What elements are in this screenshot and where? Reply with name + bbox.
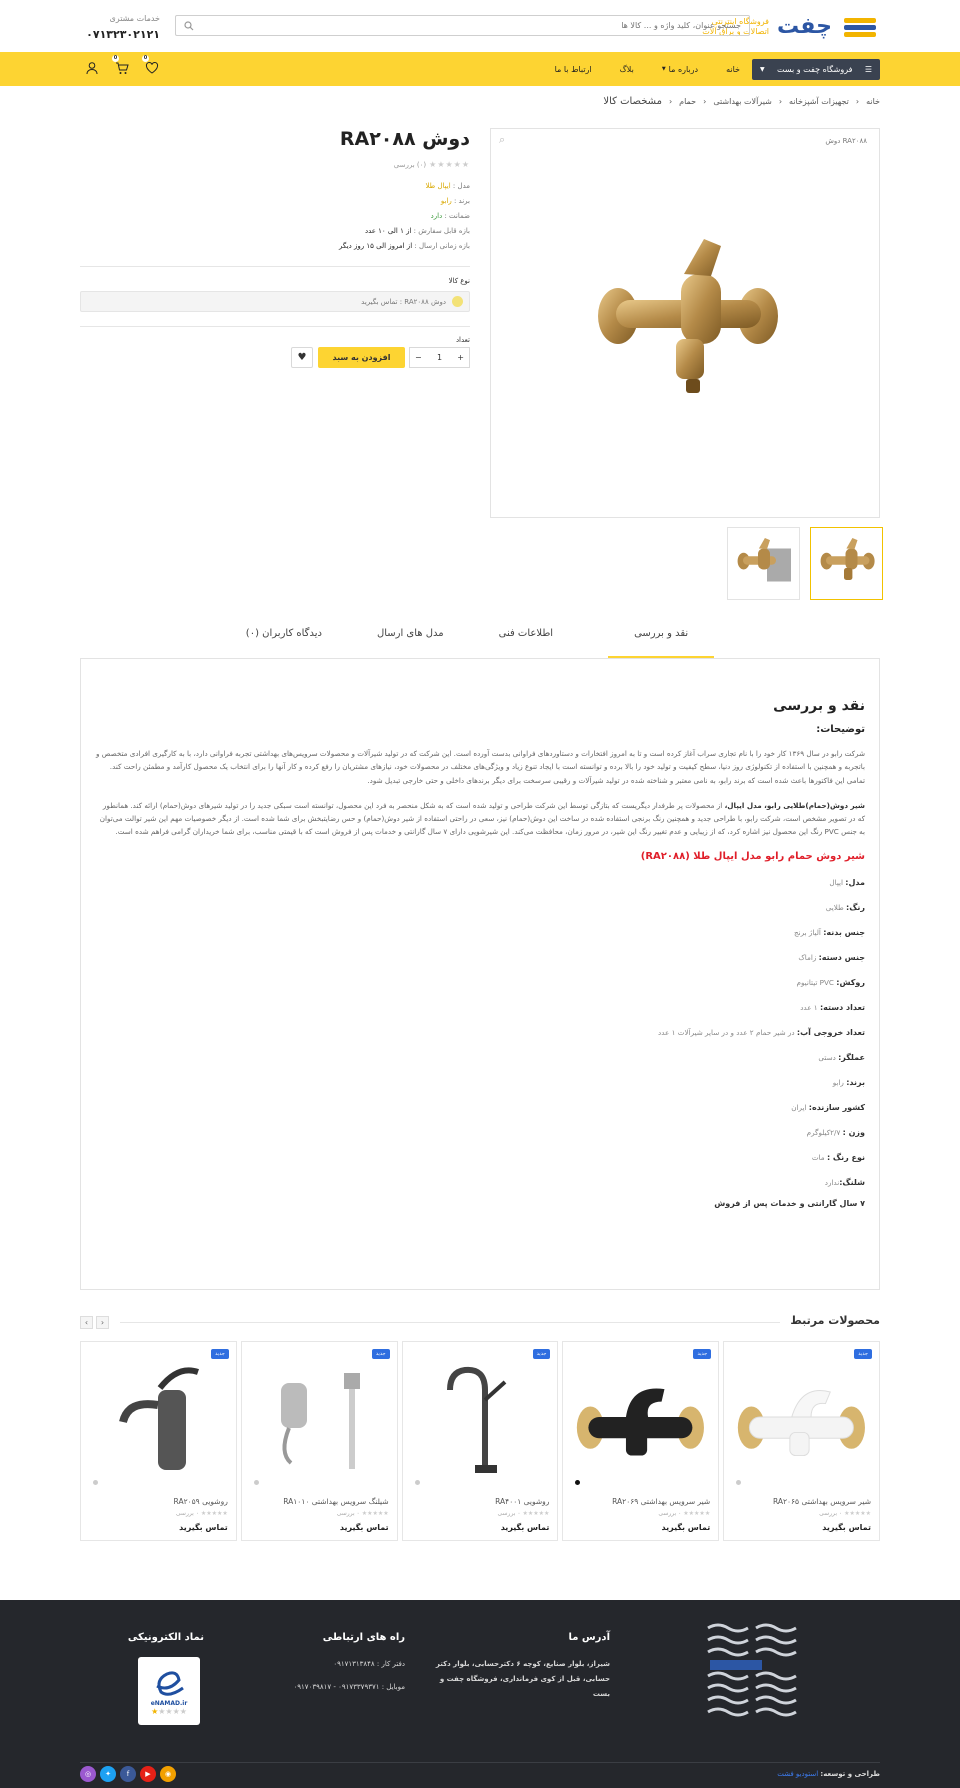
- enamad-badge[interactable]: [138, 1657, 200, 1725]
- support-phone[interactable]: ۰۷۱۳۲۳۰۲۱۲۱: [86, 28, 160, 41]
- facebook-icon[interactable]: f: [120, 1766, 136, 1782]
- logo-text: چفت: [777, 14, 832, 39]
- description-paragraph: شرکت رابو در سال ۱۳۶۹ کار خود را با نام تجاری سراب آغاز کرده است و تا به امروز افتخارات و دستاوردهای فراوانی بدست آورده است. این شرکت که در تولید شیرآلات و محصولات سرویس‌های بهداشتی تجربه فراوانی دارد، با به کارگیری افرادی متخصص و باتجربه و همچنین با استفاده از تکنولوژی روز دنیا، سطح کیفیت و تولید خود را بالا برده و توانسته است با ایجاد تنوع زیاد و ویژگی‌های مختلف در محصولات خود، نیازهای مشتریان را رفع کرده و کار آنها را برای انتخاب یک محصول کارآمد و مطمئن راحت کند. تمامی این فاکتورها باعث شده است که برند رابو، به نامی معتبر و شناخته شده در تولید شیرآلات و رقیبی سرسخت برای دیگر برندهای داخلی و حتی خارجی تبدیل شود.: [96, 749, 865, 785]
- chevron-left-icon: ‹: [668, 97, 673, 106]
- menu-item-home[interactable]: خانه: [726, 64, 740, 74]
- faucet-gold-image: [586, 234, 786, 414]
- social-links: [80, 1766, 176, 1782]
- enamad-text: eNAMAD.ir: [150, 1700, 188, 1707]
- product-name[interactable]: روشویی RA۲۰۵۹: [173, 1497, 228, 1506]
- footer-address-text: شیراز، بلوار صنایع، کوچه ۶ دکترحسابی، بلوار دکتر حسابی، قبل از کوی فرمانداری، فروشگاه چفت و بست: [435, 1660, 610, 1698]
- cart-count-badge: 0: [113, 55, 118, 61]
- rss-icon[interactable]: ◉: [160, 1766, 176, 1782]
- footer-enamad-title: نماد الکترونیکی: [127, 1632, 204, 1643]
- chevron-left-icon: ‹: [703, 97, 707, 106]
- variant-label: نوع کالا: [448, 277, 470, 285]
- customer-support: [80, 14, 160, 42]
- breadcrumb: [603, 96, 880, 107]
- enamad-logo-icon: [149, 1666, 189, 1700]
- wishlist-heart-icon[interactable]: ♥: [291, 347, 313, 368]
- quantity-stepper[interactable]: [409, 347, 470, 368]
- twitter-icon[interactable]: ✦: [100, 1766, 116, 1782]
- review-title: نقد و بررسی: [773, 698, 865, 714]
- header-actions: [85, 55, 159, 74]
- spec-row: نوع رنگ : مات: [811, 1152, 865, 1162]
- menu-item-contact[interactable]: ارتباط با ما: [554, 64, 592, 74]
- product-card[interactable]: [80, 1341, 237, 1541]
- divider: [80, 266, 470, 267]
- search-icon[interactable]: [184, 21, 194, 31]
- tab-comments[interactable]: دیدگاه کاربران (۰): [245, 628, 322, 639]
- spec-row: برند: رابو: [832, 1077, 865, 1087]
- spec-list: [95, 870, 865, 1195]
- warranty-note: ۷ سال گارانتی و خدمات پس از فروش: [714, 1198, 865, 1208]
- divider: [80, 326, 470, 327]
- zoom-icon[interactable]: ⌕: [499, 133, 506, 146]
- menu-icon: ☰: [864, 65, 872, 74]
- faucet-gold-thumb: [734, 536, 794, 591]
- logo-tagline: فروشگاه اینترنتی اتصالات و براق آلات: [702, 16, 770, 36]
- minus-icon[interactable]: −: [415, 353, 422, 362]
- product-rating[interactable]: ★★★★★ (۰) بررسی: [393, 160, 470, 169]
- breadcrumb-item[interactable]: تجهیزات آشپزخانه: [789, 97, 849, 106]
- footer-contact: [255, 1632, 405, 1695]
- spec-row: جنس بدنه: آلیاژ برنج: [793, 927, 865, 937]
- cart-icon[interactable]: [113, 55, 129, 74]
- breadcrumb-current: مشخصات کالا: [603, 96, 662, 107]
- new-badge: جدید: [854, 1349, 872, 1359]
- menu-item-about[interactable]: درباره ما ▼: [661, 64, 699, 74]
- product-tabs: [0, 628, 960, 658]
- logo-mark-icon: [840, 15, 880, 39]
- bidet-hose-image: [259, 1363, 379, 1473]
- thumbnail[interactable]: [810, 527, 883, 600]
- rating-stars-icon: ★★★★★: [429, 160, 470, 169]
- tab-specs[interactable]: اطلاعات فنی: [498, 628, 554, 639]
- menu-item-blog[interactable]: بلاگ: [619, 64, 634, 74]
- product-card[interactable]: [402, 1341, 559, 1541]
- faucet-white-image: [734, 1373, 869, 1463]
- new-badge: جدید: [372, 1349, 390, 1359]
- product-price: تماس بگیرید: [822, 1523, 871, 1532]
- product-card[interactable]: [562, 1341, 719, 1541]
- image-caption: دوش RA۲۰۸۸: [825, 137, 867, 145]
- divider: [80, 1762, 880, 1763]
- chevron-down-icon: ▼: [661, 66, 666, 72]
- product-price: تماس بگیرید: [179, 1523, 228, 1532]
- instagram-icon[interactable]: ◎: [80, 1766, 96, 1782]
- product-rating: ★★★★★ ۰ بررسی: [175, 1510, 228, 1517]
- new-badge: جدید: [211, 1349, 229, 1359]
- review-content: [95, 698, 865, 1208]
- product-rating: ★★★★★ ۰ بررسی: [336, 1510, 389, 1517]
- spec-row: شلنگ:ندارد: [824, 1177, 865, 1187]
- product-rating: ★★★★★ ۰ بررسی: [658, 1510, 711, 1517]
- chevron-right-icon[interactable]: ›: [96, 1316, 109, 1329]
- product-rating: ★★★★★ ۰ بررسی: [819, 1510, 871, 1517]
- faucet-black-image: [573, 1373, 708, 1463]
- chevron-left-icon: ‹: [778, 97, 783, 106]
- chevron-left-icon: ‹: [855, 97, 860, 106]
- product-title: دوش RA۲۰۸۸: [339, 128, 470, 150]
- footer-office-phone[interactable]: دفتر کار : ۰۹۱۷۱۳۱۳۸۴۸: [333, 1660, 405, 1668]
- product-name[interactable]: شیلنگ سرویس بهداشتی RA۱۰۱۰: [283, 1497, 389, 1506]
- plus-icon[interactable]: +: [457, 353, 464, 362]
- footer-contact-title: راه های ارتباطی: [322, 1632, 405, 1643]
- footer-logo-pattern-icon: [706, 1622, 806, 1722]
- divider: [120, 1322, 780, 1323]
- search-box[interactable]: [175, 15, 750, 36]
- product-price: تماس بگیرید: [500, 1523, 550, 1532]
- breadcrumb-item[interactable]: خانه: [866, 97, 880, 106]
- wishlist-icon[interactable]: [143, 55, 159, 74]
- thumbnail[interactable]: [727, 527, 800, 600]
- footer-credit: طراحی و توسعه: استودیو فشت: [777, 1770, 880, 1778]
- search-input[interactable]: [194, 21, 741, 30]
- product-info: [80, 128, 470, 254]
- faucet-gold-thumb: [817, 536, 877, 591]
- product-price: تماس بگیرید: [661, 1523, 711, 1532]
- product-name[interactable]: روشویی RA۴۰۰۱: [495, 1497, 550, 1506]
- color-dot[interactable]: [575, 1480, 580, 1485]
- description-title: توضیحات:: [816, 724, 865, 735]
- model-value: ایپال طلا: [425, 182, 451, 190]
- spec-row: روکش: PVC تیتانیوم: [796, 977, 865, 987]
- spec-row: وزن : ۲/۷کیلوگرم: [806, 1127, 865, 1137]
- spec-row: جنس دسته: زاماک: [798, 952, 865, 962]
- chevron-left-icon[interactable]: ‹: [80, 1316, 93, 1329]
- spec-row: عملگر: دستی: [818, 1052, 865, 1062]
- chevron-down-icon: ▼: [760, 66, 765, 73]
- footer-address: [430, 1632, 610, 1702]
- new-badge: جدید: [693, 1349, 711, 1359]
- tab-review[interactable]: نقد و بررسی: [608, 628, 714, 658]
- color-dot[interactable]: [736, 1480, 741, 1485]
- radio-icon[interactable]: [452, 296, 463, 307]
- support-label: خدمات مشتری: [109, 14, 160, 23]
- color-dot[interactable]: [254, 1480, 259, 1485]
- related-title: محصولات مرتبط: [790, 1314, 880, 1327]
- footer-mobile-phone[interactable]: موبایل : ۰۹۱۷۳۳۷۹۳۷۱ - ۰۹۱۷۰۳۹۸۱۷: [293, 1683, 405, 1691]
- product-name[interactable]: شیر سرویس بهداشتی RA۲۰۶۵: [772, 1497, 871, 1506]
- brand-value[interactable]: رابو: [440, 197, 452, 205]
- product-price: تماس بگیرید: [339, 1523, 389, 1532]
- product-rating: ★★★★★ ۰ بررسی: [497, 1510, 550, 1517]
- variant-option[interactable]: دوش RA۲۰۸۸ : تماس بگیرید: [80, 291, 470, 312]
- product-main-image[interactable]: [490, 128, 880, 518]
- qty-label: تعداد: [455, 336, 470, 344]
- basin-faucet-image: [435, 1360, 525, 1475]
- spec-row: رنگ: طلایی: [825, 902, 865, 912]
- user-icon[interactable]: [85, 60, 99, 74]
- footer-address-title: آدرس ما: [568, 1632, 610, 1643]
- product-name[interactable]: شیر سرویس بهداشتی RA۲۰۶۹: [612, 1497, 711, 1506]
- enamad-stars-icon: ★★★★★: [151, 1707, 187, 1716]
- credit-link[interactable]: استودیو فشت: [777, 1770, 819, 1778]
- quantity-value[interactable]: 1: [436, 353, 443, 362]
- breadcrumb-item[interactable]: شیرآلات بهداشتی: [713, 97, 772, 106]
- wishlist-count-badge: 0: [143, 55, 148, 61]
- color-dot[interactable]: [415, 1480, 420, 1485]
- youtube-icon[interactable]: ▶: [140, 1766, 156, 1782]
- spec-row: تعداد خروجی آب: در شیر حمام ۲ عدد و در سایر شیرآلات ۱ عدد: [658, 1027, 865, 1037]
- tab-shipping[interactable]: مدل های ارسال: [376, 628, 444, 639]
- ship-time-value: از امروز الی ۱۵ روز دیگر: [338, 242, 413, 250]
- product-card[interactable]: [723, 1341, 880, 1541]
- breadcrumb-item[interactable]: حمام: [679, 97, 697, 106]
- product-thumbnails: [727, 527, 883, 600]
- product-card[interactable]: [241, 1341, 398, 1541]
- add-to-cart-button[interactable]: افزودن به سبد: [318, 347, 405, 368]
- spec-title: شیر دوش حمام رابو مدل ایپال طلا (RA۲۰۸۸): [640, 850, 865, 862]
- main-menu: [555, 52, 740, 86]
- spec-row: تعداد دسته: ۱ عدد: [800, 1002, 865, 1012]
- new-badge: جدید: [533, 1349, 551, 1359]
- product-meta: مدل : ایپال طلا برند : رابو ضمانت : دارد بازه قابل سفارش : از ۱ الی ۱۰ عدد بازه زمانی ارسال : از امروز الی ۱۵ روز دیگر: [338, 182, 470, 250]
- related-products: [80, 1341, 880, 1541]
- spec-row: مدل: ایپال: [829, 877, 865, 887]
- chrome-faucet-image: [108, 1360, 208, 1475]
- spec-row: کشور سازنده: ایران: [791, 1102, 865, 1112]
- category-menu-button[interactable]: ☰ فروشگاه چفت و بست ▼: [752, 59, 880, 80]
- color-dot[interactable]: [93, 1480, 98, 1485]
- description-paragraph: شیر دوش(حمام)طلایی رابو، مدل ایپال، از محصولات پر طرفدار دیگریست که بتازگی توسط این شرکت طراحی و تولید شده است که به شکل منحصر به فرد این محصول، توانسته است سبکی جدید را در تولید شیرهای دوش(حمام) ارائه کند. همانطور که در تصویر مشخص است، شرکت رابو، با طراحی جدید و همچنین رنگ برنجی استفاده شده در ساخت این دوش(حمام) نیز، سعی در راحتی استفاده از شیر دوش(حمام) و حس رضایتبخش برای شما شده است. از دیگر خصوصیات مهم این شیر توالت می‌توان به جنس PVC رنگ این محصول نیز اشاره کرد، که از زیبایی و عدم تغییر رنگ این شیر، در مرور زمان، محافظت می‌کند. این شیرشویی دارای ۷ سال گارانتی و خدمات پس از فروش است که با قیمتی مناسب، برای شما خریداران گرامی فراهم شده است.: [99, 800, 865, 837]
- order-range-value: از ۱ الی ۱۰ عدد: [364, 227, 412, 235]
- carousel-arrows: [80, 1316, 109, 1329]
- warranty-value: دارد: [430, 212, 443, 220]
